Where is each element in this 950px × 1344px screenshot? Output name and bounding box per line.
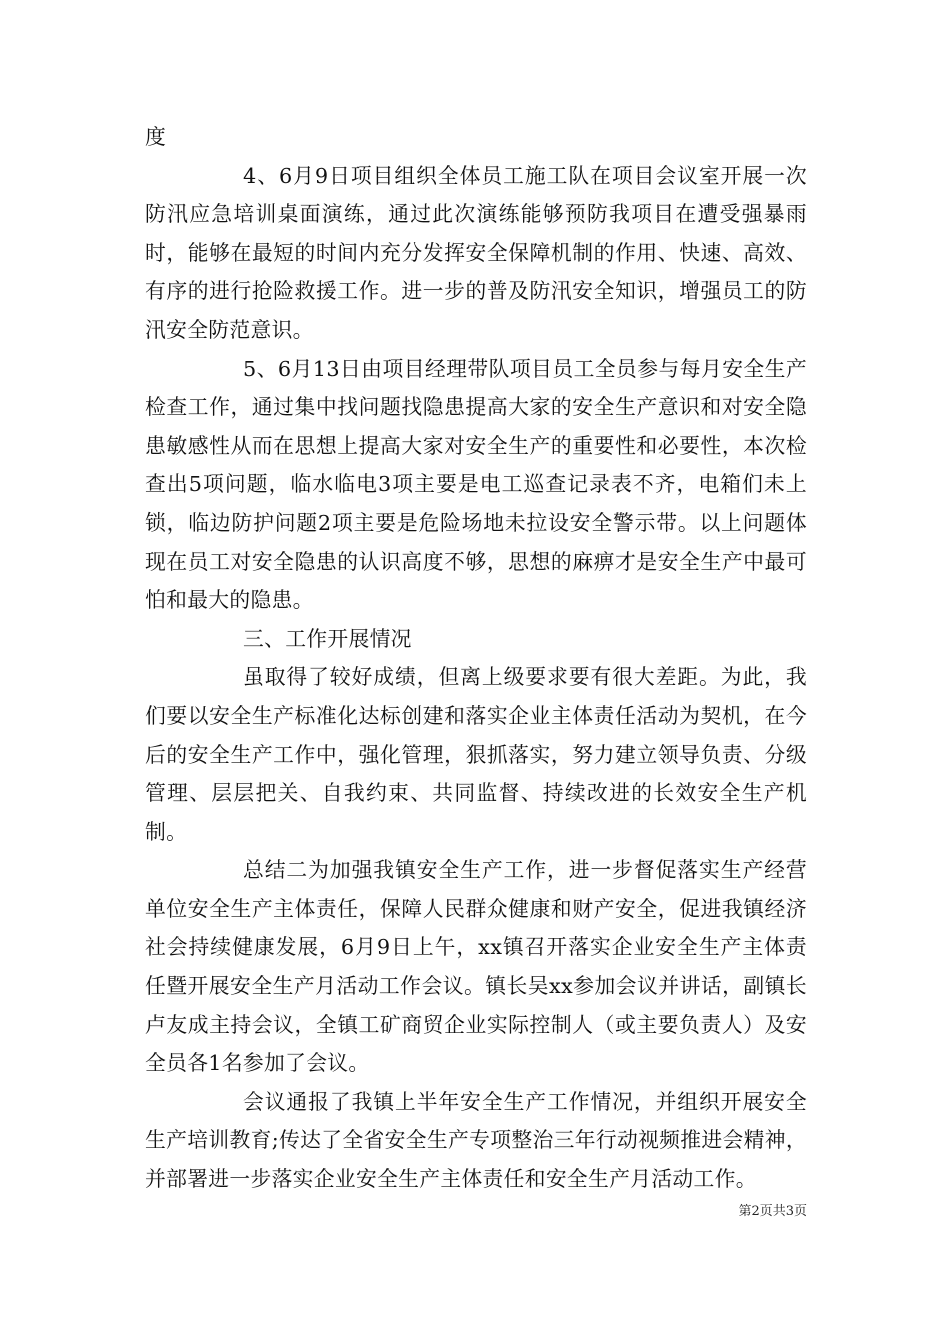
section-heading: 三、工作开展情况	[243, 626, 412, 651]
document-body	[145, 118, 807, 1199]
paragraph-continuation: 度	[145, 125, 167, 149]
paragraph-item-4: 4、6月9日项目组织全体员工施工队在项目会议室开展一次防汛应急培训桌面演练，通过此次演练能够预防我项目在遭受强暴雨时，能够在最短的时间内充分发挥安全保障机制的作用、快速、高效、有序的进行抢险救援工作。进一步的普及防汛安全知识，增强员工的防汛安全防范意识。	[145, 163, 807, 342]
paragraph-meeting: 会议通报了我镇上半年安全生产工作情况，并组织开展安全生产培训教育;传达了全省安全生产专项整治三年行动视频推进会精神，并部署进一步落实企业安全生产主体责任和安全生产月活动工作。	[145, 1089, 807, 1192]
paragraph-improvement: 虽取得了较好成绩，但离上级要求要有很大差距。为此，我们要以安全生产标准化达标创建和落实企业主体责任活动为契机，在今后的安全生产工作中，强化管理，狠抓落实，努力建立领导负责、分级管理、层层把关、自我约束、共同监督、持续改进的长效安全生产机制。	[145, 665, 807, 844]
paragraph-item-5: 5、6月13日由项目经理带队项目员工全员参与每月安全生产检查工作，通过集中找问题找隐患提高大家的安全生产意识和对安全隐患敏感性从而在思想上提高大家对安全生产的重要性和必要性，本次检查出5项问题，临水临电3项主要是电工巡查记录表不齐，电箱们未上锁，临边防护问题2项主要是危险场地未拉设安全警示带。以上问题体现在员工对安全隐患的认识高度不够，思想的麻痹才是安全生产中最可怕和最大的隐患。	[145, 356, 807, 613]
page-number: 第2页共3页	[738, 1204, 807, 1219]
paragraph-summary-two: 总结二为加强我镇安全生产工作，进一步督促落实生产经营单位安全生产主体责任，保障人民群众健康和财产安全，促进我镇经济社会持续健康发展，6月9日上午，xx镇召开落实企业安全生产主体责任暨开展安全生产月活动工作会议。镇长吴xx参加会议并讲话，副镇长卢友成主持会议，全镇工矿商贸企业实际控制人（或主要负责人）及安全员各1名参加了会议。	[145, 858, 807, 1076]
